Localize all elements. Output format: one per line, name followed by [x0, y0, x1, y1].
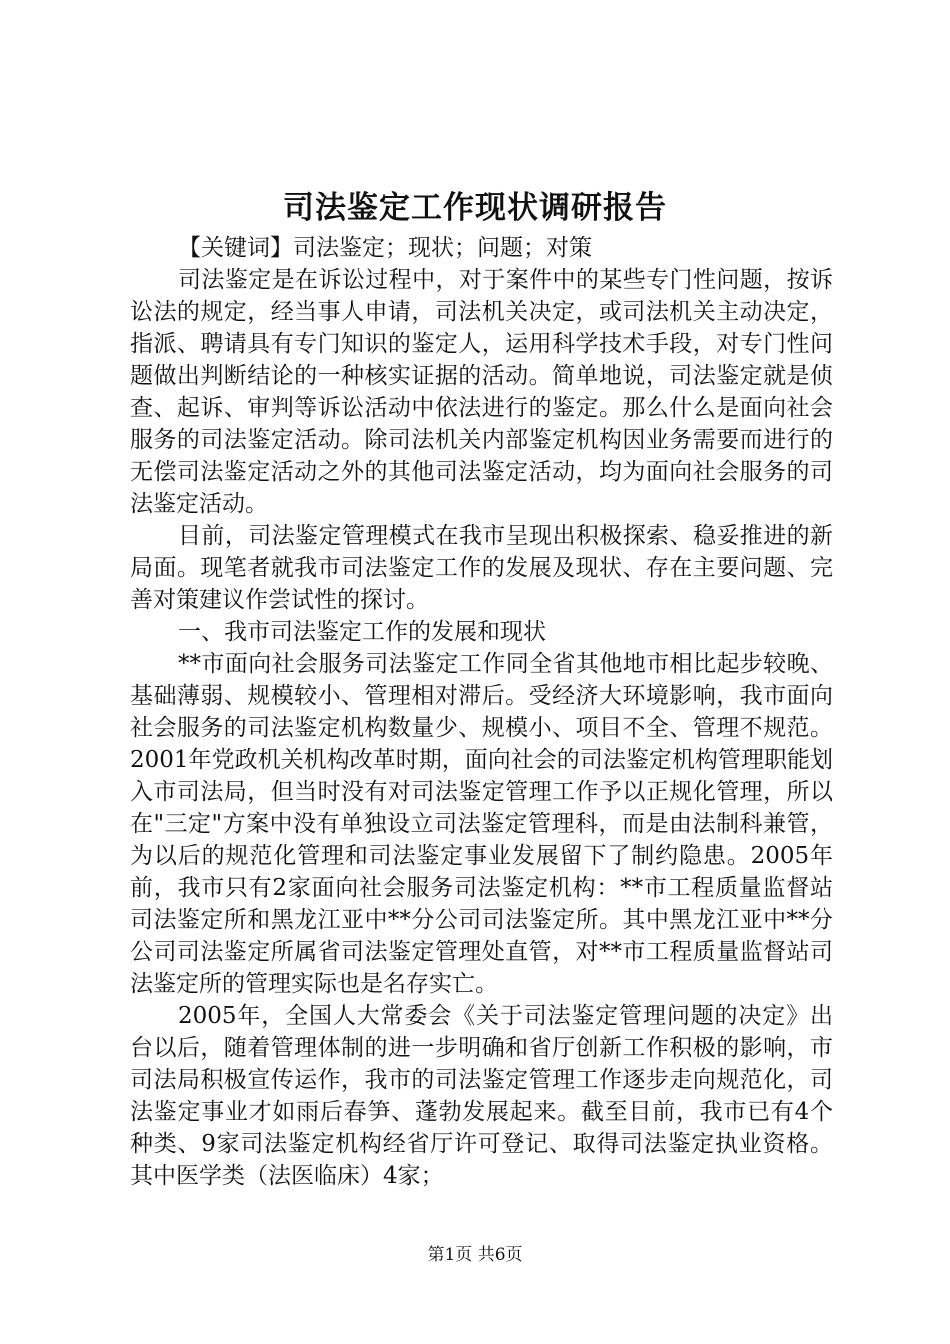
body-paragraph: **市面向社会服务司法鉴定工作同全省其他地市相比起步较晚、基础薄弱、规模较小、管理相对滞后。受经济大环境影响，我市面向社会服务的司法鉴定机构数量少、规模小、项目不全、管理不规范。2001年党政机关机构改革时期，面向社会的司法鉴定机构管理职能划入市司法局，但当时没有对司法鉴定管理工作予以正规化管理，所以在"三定"方案中没有单独设立司法鉴定管理科，而是由法制科兼管，为以后的规范化管理和司法鉴定事业发展留下了制约隐患。2005年前，我市只有2家面向社会服务司法鉴定机构：**市工程质量监督站司法鉴定所和黑龙江亚中**分公司司法鉴定所。其中黑龙江亚中**分公司司法鉴定所属省司法鉴定管理处直管，对**市工程质量监督站司法鉴定所的管理实际也是名存实亡。 [130, 651, 833, 997]
body-paragraph: 目前，司法鉴定管理模式在我市呈现出积极探索、稳妥推进的新局面。现笔者就我市司法鉴定工作的发展及现状、存在主要问题、完善对策建议作尝试性的探讨。 [130, 523, 833, 613]
document-title: 司法鉴定工作现状调研报告 [283, 190, 667, 226]
keywords-paragraph: 【关键词】司法鉴定；现状；问题；对策 [178, 235, 592, 261]
document-body [130, 232, 833, 1192]
body-paragraph: 2005年，全国人大常委会《关于司法鉴定管理问题的决定》出台以后，随着管理体制的进一步明确和省厅创新工作积极的影响，市司法局积极宣传运作，我市的司法鉴定管理工作逐步走向规范化，司法鉴定事业才如雨后春笋、蓬勃发展起来。截至目前，我市已有4个种类、9家司法鉴定机构经省厅许可登记、取得司法鉴定执业资格。其中医学类（法医临床）4家； [130, 1003, 833, 1189]
body-paragraph: 司法鉴定是在诉讼过程中，对于案件中的某些专门性问题，按诉讼法的规定，经当事人申请，司法机关决定，或司法机关主动决定，指派、聘请具有专门知识的鉴定人，运用科学技术手段，对专门性问题做出判断结论的一种核实证据的活动。简单地说，司法鉴定就是侦查、起诉、审判等诉讼活动中依法进行的鉴定。那么什么是面向社会服务的司法鉴定活动。除司法机关内部鉴定机构因业务需要而进行的无偿司法鉴定活动之外的其他司法鉴定活动，均为面向社会服务的司法鉴定活动。 [130, 267, 833, 517]
section-heading: 一、我市司法鉴定工作的发展和现状 [178, 619, 546, 645]
page-footer: 第1页 共6页 [427, 1245, 523, 1265]
